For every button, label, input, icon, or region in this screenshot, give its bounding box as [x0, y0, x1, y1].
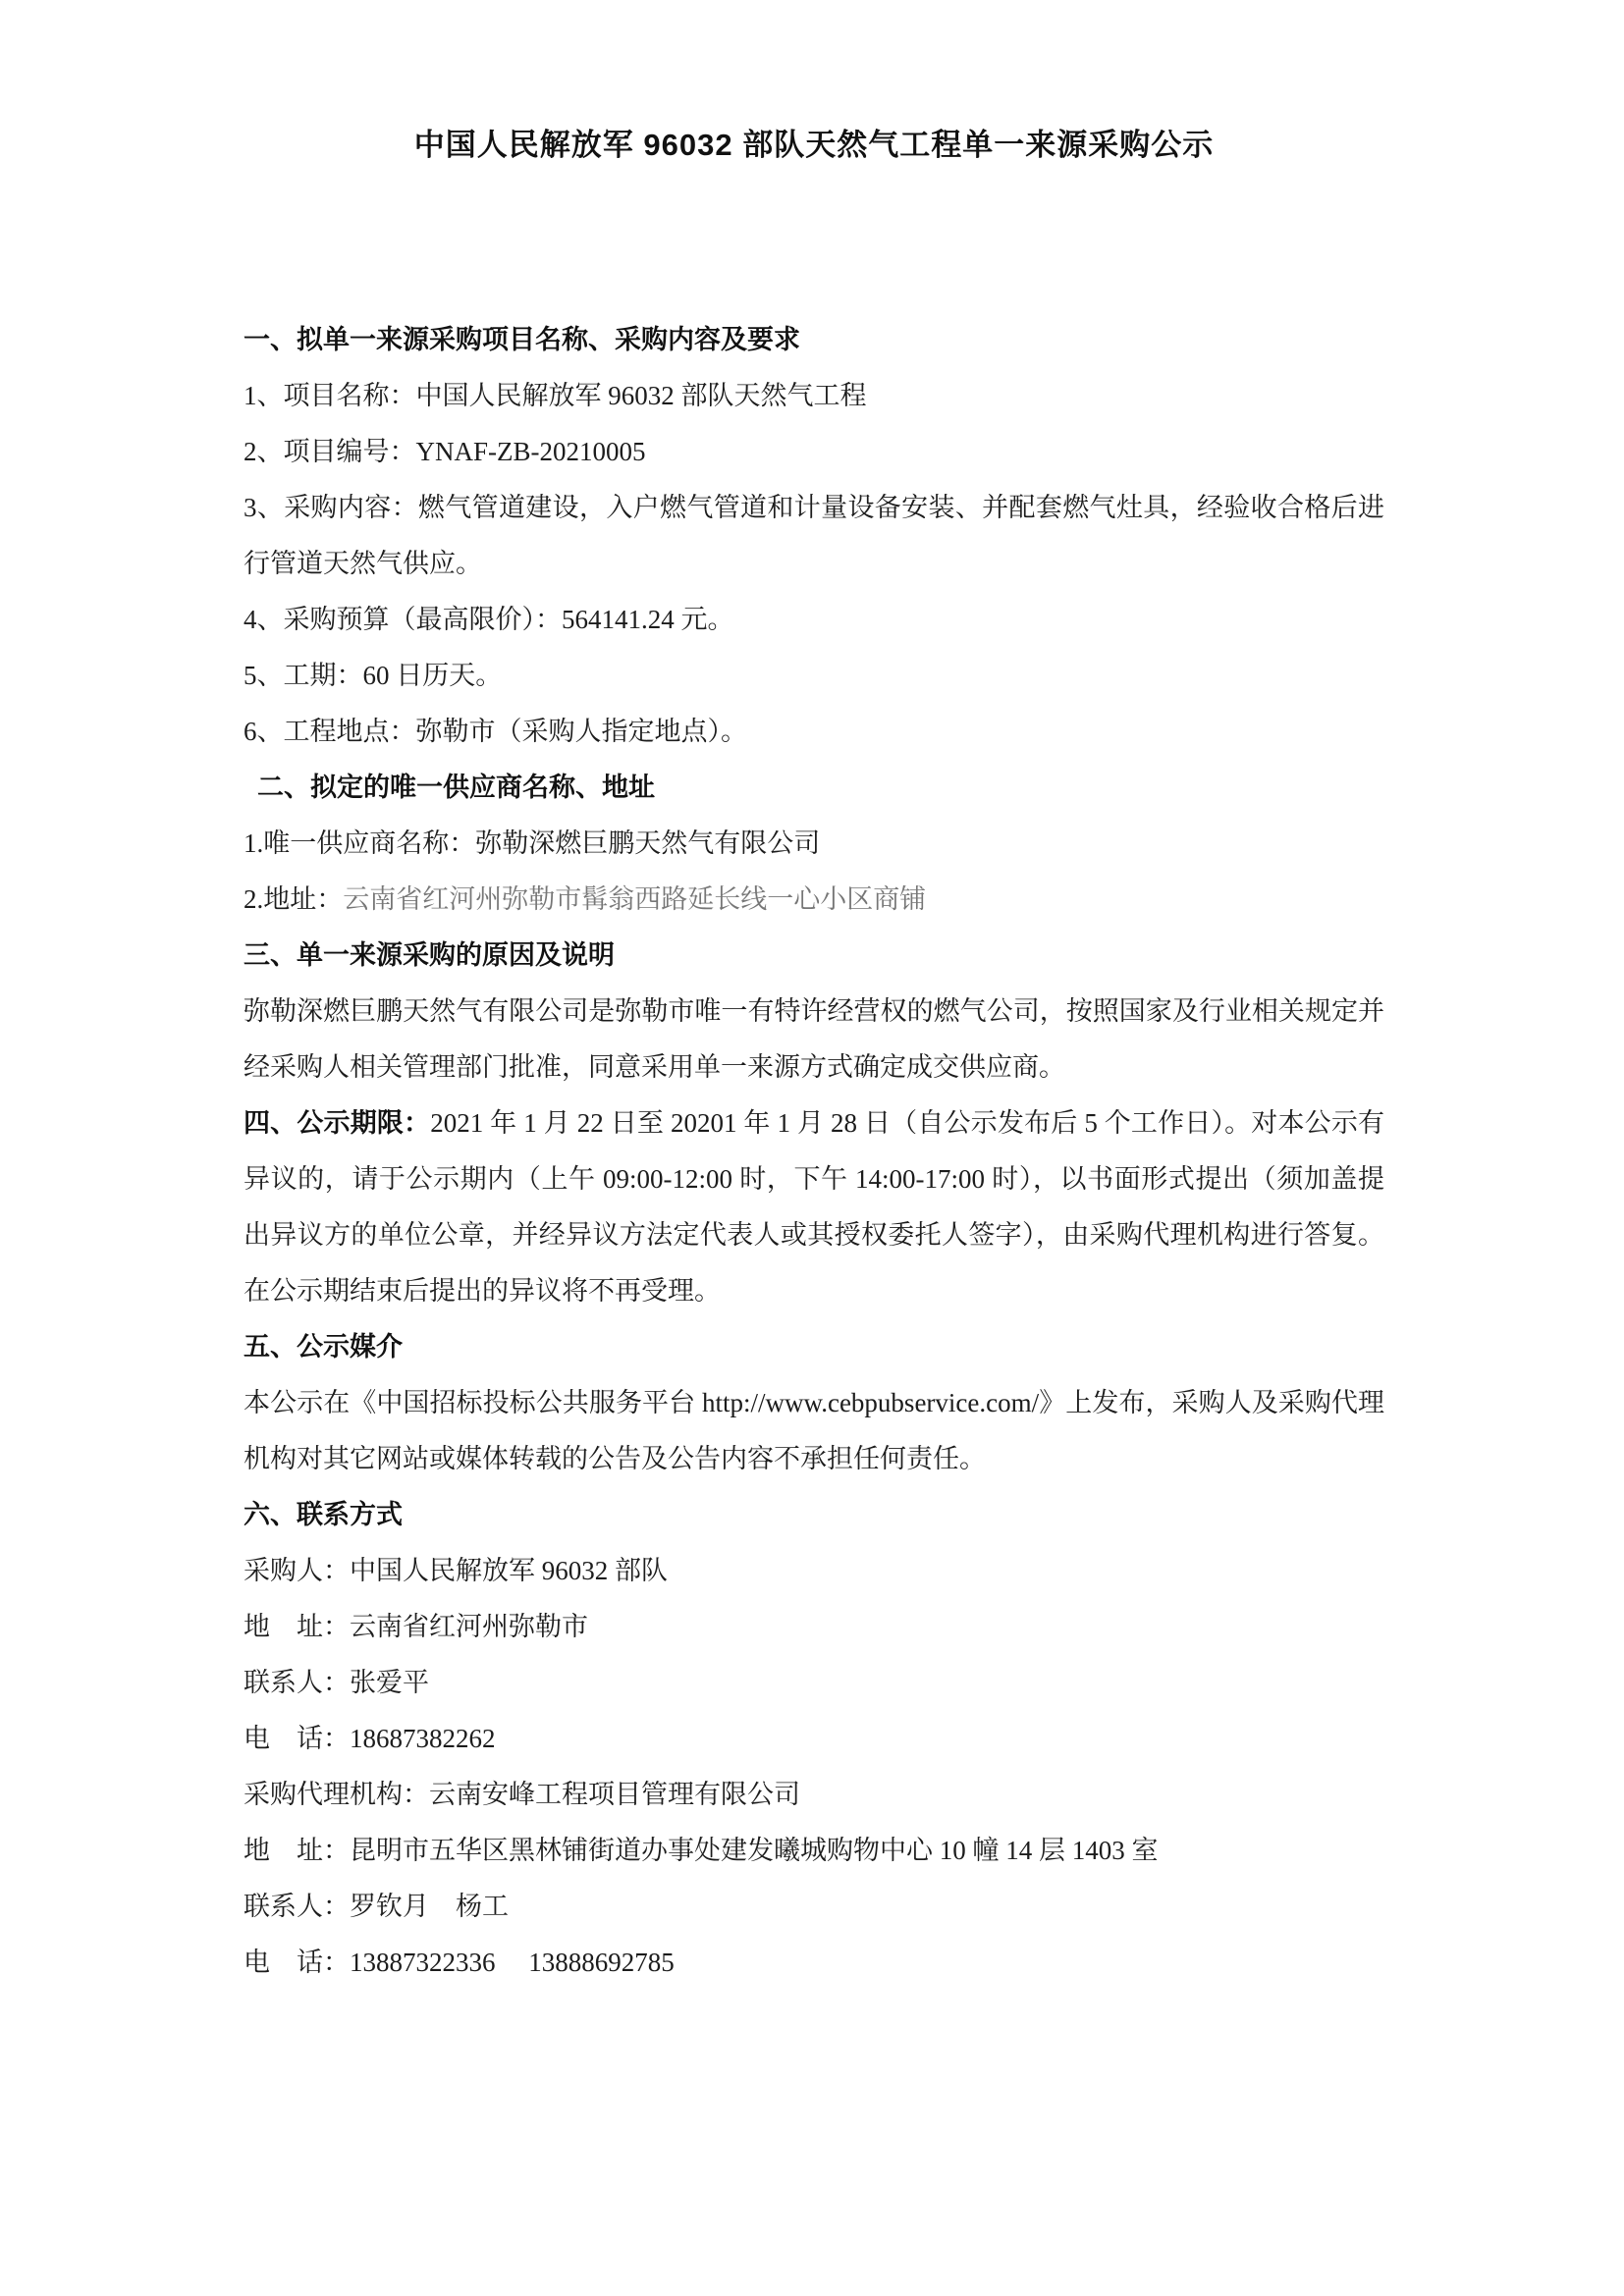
budget-line: 4、采购预算（最高限价）：564141.24 元。: [244, 605, 734, 634]
supplier-name-line: 1.唯一供应商名称：弥勒深燃巨鹏天然气有限公司: [244, 828, 821, 858]
section-6-heading: 六、联系方式: [244, 1500, 403, 1529]
agency-address-line: 地 址：昆明市五华区黑林铺街道办事处建发曦城购物中心 10 幢 14 层 1403 室: [244, 1836, 1159, 1865]
duration-line: 5、工期：60 日历天。: [244, 661, 503, 690]
project-name-line: 1、项目名称：中国人民解放军 96032 部队天然气工程: [244, 381, 867, 410]
procurement-content-line: 3、采购内容：燃气管道建设，入户燃气管道和计量设备安装、并配套燃气灶具，经验收合格后进行管道天然气供应。: [244, 493, 1384, 578]
agency-line: 采购代理机构：云南安峰工程项目管理有限公司: [244, 1780, 800, 1809]
purchaser-address-line: 地 址：云南省红河州弥勒市: [244, 1612, 588, 1641]
project-number-line: 2、项目编号：YNAF-ZB-20210005: [244, 437, 646, 466]
purchaser-line: 采购人：中国人民解放军 96032 部队: [244, 1556, 668, 1585]
agency-contact-line: 联系人：罗钦月 杨工: [244, 1892, 509, 1921]
section-4-heading: 四、公示期限：: [244, 1108, 431, 1138]
agency-phone-line: 电 话：13887322336 13888692785: [244, 1948, 675, 1977]
publicity-period-paragraph: [244, 1095, 1384, 1319]
supplier-address-value: 云南省红河州弥勒市髯翁西路延长线一心小区商铺: [343, 884, 927, 914]
publicity-period-text: 2021 年 1 月 22 日至 20201 年 1 月 28 日（自公示发布后 5 个工作日）。对本公示有异议的，请于公示期内（上午 09:00-12:00 时，下午 14:00-17:00 时），以书面形式提出（须加盖提出异议方的单位公章，并经异议方法定代表人或其授权委托人签字），由采购代理机构进行答复。在公示期结束后提出的异议将不再受理。: [244, 1108, 1385, 1306]
section-3-heading: 三、单一来源采购的原因及说明: [244, 940, 615, 970]
purchaser-contact-line: 联系人：张爱平: [244, 1668, 429, 1697]
publicity-media-paragraph: 本公示在《中国招标投标公共服务平台 http://www.cebpubservice.com/》上发布，采购人及采购代理机构对其它网站或媒体转载的公告及公告内容不承担任何责任。: [244, 1388, 1384, 1473]
supplier-address-label: 2.地址：: [244, 884, 344, 914]
document-title: 中国人民解放军 96032 部队天然气工程单一来源采购公示: [413, 128, 1215, 162]
supplier-address-line: [244, 872, 1384, 928]
section-5-heading: 五、公示媒介: [244, 1332, 403, 1362]
single-source-reason-paragraph: 弥勒深燃巨鹏天然气有限公司是弥勒市唯一有特许经营权的燃气公司，按照国家及行业相关规定并经采购人相关管理部门批准，同意采用单一来源方式确定成交供应商。: [244, 996, 1384, 1082]
purchaser-phone-line: 电 话：18687382262: [244, 1724, 496, 1753]
location-line: 6、工程地点：弥勒市（采购人指定地点）。: [244, 717, 747, 746]
section-1-heading: 一、拟单一来源采购项目名称、采购内容及要求: [244, 325, 800, 354]
section-2-heading: 二、拟定的唯一供应商名称、地址: [257, 773, 655, 802]
